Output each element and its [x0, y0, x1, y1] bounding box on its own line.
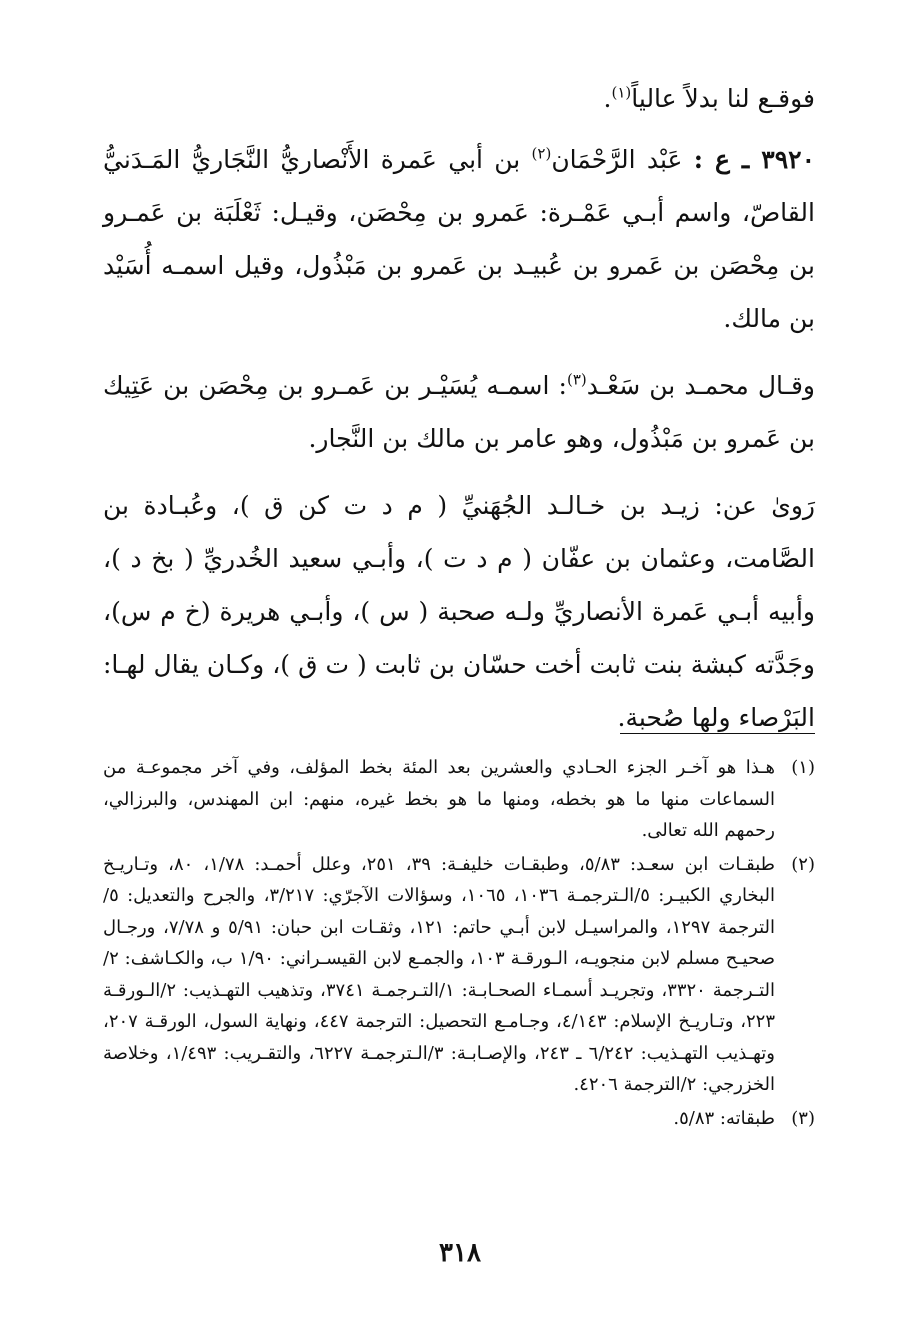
footnote-text: طبقاته: ٥/٨٣.: [673, 1107, 775, 1129]
footnote-text: هـذا هو آخـر الجزء الحـادي والعشرين بعد المئة بخط المؤلف، وفي آخر مجموعـة من السماعات منها ما هو بخطه، ومنها ما هو بخط غيره، منهم: ابن المهندس، والبرزالي، رحمهم الله تعالى.: [103, 757, 775, 841]
continuation-line: [103, 72, 815, 125]
footnote-number: (١): [791, 757, 815, 778]
footnote-divider: [620, 733, 815, 734]
narrators-paragraph: رَوىٰ عن: زيـد بن خـالـد الجُهَنيِّ ( م د ت كن ق )، وعُبـادة بن الصَّامت، وعثمان بن عفّان ( م د ت )، وأبـي سعيد الخُدريِّ ( بخ د )، وأبيه أبـي عَمرة الأنصاريِّ ولـه صحبة ( س )، وأبـي هريرة (خ م س)، وجَدَّته كبشة بنت ثابت أخت حسّان بن ثابت ( ت ق )، وكـان يقال لهـا: البَرْصاء ولها صُحبة.: [103, 491, 815, 732]
footnote-ref-3[interactable]: (٣): [566, 370, 587, 389]
main-text: [103, 72, 815, 758]
footnote-number: (٣): [791, 1107, 815, 1129]
footnote-text: طبقـات ابن سعـد: ٥/٨٣، وطبقـات خليفـة: ٣٩، ٢٥١، وعلل أحمـد: ١/٧٨، ٨٠، وتـاريـخ البخاري الكبيـر: ٥/الـترجمـة ١٠٣٦، ١٠٦٥، وسؤالات الآجرّي: ٣/٢١٧، والجرح والتعديل: ٥/الترجمة ١٢٩٧، والمراسيـل لابن أبـي حاتم: ١٢١، وثقـات ابن حبان: ٥/٩١ و ٧/٧٨، ورجـال صحيـح مسلم لابن منجويـه، الـورقـة ١٠٣، والجمـع لابن القيسـراني: ١/٩٠ ب، والكـاشف: ٢/التـرجمة ٣٣٢٠، وتجريـد أسمـاء الصحـابـة: ١/التـرجمـة ٣٧٤١، وتذهيب التهـذيب: ٢/الـورقـة ٢٢٣، وتـاريـخ الإسلام: ٤/١٤٣، وجـامـع التحصيل: الترجمة ٤٤٧، ونهاية السول، الورقـة ٢٠٧، وتهـذيب التهـذيب: ٦/٢٤٢ ـ ٢٤٣، والإصـابـة: ٣/الـترجمـة ٦٢٢٧، والتقـريب: ١/٤٩٣، وخلاصة الخزرجي: ٢/الترجمة ٤٢٠٦.: [103, 853, 776, 1095]
continuation-text: فوقـع لنا بدلاً عالياً: [631, 84, 815, 113]
entry-paragraph: [103, 133, 815, 345]
footnote-ref-2[interactable]: (٢): [531, 144, 552, 163]
footnote-1: [103, 752, 815, 847]
ibn-saad-body: : اسمـه يُسَيْـر بن عَمـرو بن مِحْصَن بن عَتِيك بن عَمرو بن مَبْذُول، وهو عامر بن مالك بن النَّجار.: [103, 371, 815, 453]
footnote-3: [103, 1103, 815, 1135]
ibn-saad-paragraph: [103, 359, 815, 465]
continuation-end: .: [603, 84, 612, 113]
ibn-saad-intro: وقـال محمـد بن سَعْـد: [586, 371, 815, 400]
footnote-number: (٢): [791, 853, 815, 875]
page-number: ٣١٨: [439, 1238, 481, 1268]
footnotes: [103, 752, 815, 1136]
footnote-ref-1[interactable]: (١): [611, 83, 632, 102]
entry-body: بن أبي عَمرة الأَنْصاريُّ النَّجَاريُّ المَـدَنيُّ القاصّ، واسم أبـي عَمْـرة: عَمرو بن مِحْصَن، وقيـل: ثَعْلَبَة بن عَمـرو بن مِحْصَن بن عَمرو بن عُبيـد بن عَمرو بن مَبْذُول، وقيل اسمـه أُسَيْد بن مالك.: [103, 145, 815, 333]
entry-number: ٣٩٢٠ ـ ع :: [693, 145, 815, 174]
entry-name: عَبْد الرَّحْمَان: [551, 145, 694, 174]
footnote-2: [103, 849, 815, 1101]
